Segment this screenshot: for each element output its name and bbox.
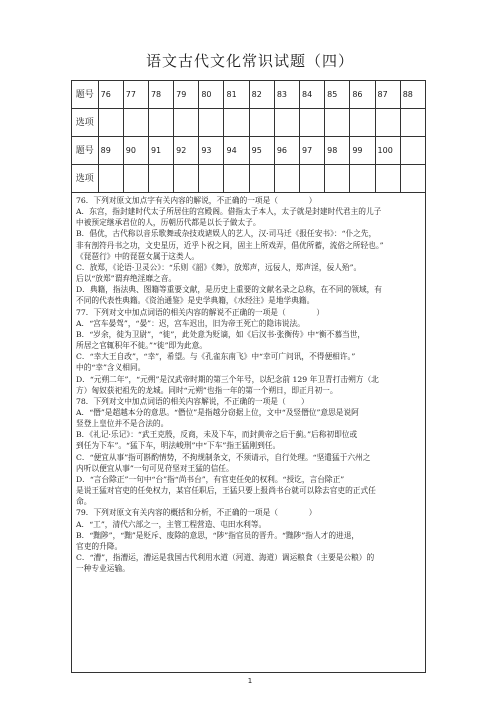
text-line: 后以“放郑”谓弃绝淫靡之音。: [76, 274, 177, 284]
answer-cell[interactable]: [199, 165, 224, 193]
text-line: A．“僭”是超越本分的意思。“僭位”是指越分窃据上位，文中“及竖僭位”意思是说阿: [76, 407, 359, 417]
table-cell: 79: [174, 81, 199, 109]
table-cell: 80: [199, 81, 224, 109]
text-line: 非有剖符丹书之功，文史星历，近乎卜祝之间，固主上所戏弄，倡优所蓄，流俗之所轻也。”: [76, 240, 384, 250]
answer-cell[interactable]: [400, 165, 425, 193]
table-cell: 100: [375, 137, 400, 165]
text-line: 所居之官辄积年不徙。”“徙”即为此意。: [76, 341, 207, 351]
table-cell: 95: [249, 137, 274, 165]
answer-cell[interactable]: [174, 109, 199, 137]
text-line: 是说王猛对官吏的任免权力，某官任职后，王猛只要上报尚书台就可以除去官吏的正式任: [76, 486, 376, 496]
text-line: 77．下列对文中加点词语的相关内容的解说不正确的一项是（ ）: [76, 307, 325, 317]
question-body: [71, 193, 426, 673]
table-row: [72, 81, 426, 109]
page-number: 1: [247, 677, 253, 685]
table-cell: 92: [174, 137, 199, 165]
text-line: 到任为下车”。“猛下车，明法峻刑”中“下车”指王猛刚到任。: [76, 441, 281, 451]
text-line: 内听以便宜从事”一句可见苻坚对王猛的信任。: [76, 463, 234, 473]
row-label-answer: 选项: [72, 165, 99, 193]
table-cell: 87: [375, 81, 400, 109]
table-cell: 82: [249, 81, 274, 109]
table-cell: 91: [148, 137, 173, 165]
table-cell: [400, 137, 425, 165]
answer-cell[interactable]: [350, 165, 375, 193]
table-cell: 89: [98, 137, 123, 165]
answer-cell[interactable]: [350, 109, 375, 137]
text-line: 79．下列对原文有关内容的概括和分析，不正确的一项是（ ）: [76, 508, 317, 518]
text-line: B．《礼记·乐记》：“武王克殷，反商，未及下车，而封黄帝之后于蓟。”后称初即位或: [76, 430, 358, 440]
text-line: 中被预定继承君位的人，历朝历代都是以长子做太子。: [76, 218, 261, 228]
table-cell: 96: [274, 137, 299, 165]
table-cell: 81: [224, 81, 249, 109]
answer-cell[interactable]: [300, 165, 325, 193]
answer-cell[interactable]: [325, 109, 350, 137]
text-line: 78．下列对文中加点词语的相关内容解说，不正确的一项是（ ）: [76, 396, 309, 406]
table-cell: 93: [199, 137, 224, 165]
table-row: [72, 165, 426, 193]
answer-cell[interactable]: [148, 165, 173, 193]
row-label-number: 题号: [72, 81, 99, 109]
text-line: D．“元朔二年”，“元朔”是汉武帝时期的第三个年号，以纪念前 129 年卫青打击朔方（北: [76, 374, 379, 384]
table-cell: 99: [350, 137, 375, 165]
table-row: [72, 137, 426, 165]
answer-cell[interactable]: [123, 165, 148, 193]
text-line: D．典籍，指法典、图籍等重要文献，是历史上重要的文献名录之总称，在不同的领域，有: [76, 285, 382, 295]
answer-cell[interactable]: [249, 109, 274, 137]
table-cell: 76: [98, 81, 123, 109]
answer-cell[interactable]: [375, 165, 400, 193]
text-line: 不同的代表性典籍。《资治通鉴》是史学典籍，《水经注》是地学典籍。: [76, 296, 315, 306]
text-line: 76．下列对原文加点字有关内容的解说，不正确的一项是（ ）: [76, 196, 317, 205]
answer-cell[interactable]: [274, 165, 299, 193]
table-cell: 85: [325, 81, 350, 109]
answer-cell[interactable]: [224, 109, 249, 137]
answer-cell[interactable]: [375, 109, 400, 137]
table-cell: 84: [300, 81, 325, 109]
answer-cell[interactable]: [98, 165, 123, 193]
table-cell: 88: [400, 81, 425, 109]
text-line: 方）匈奴获祀祖先的龙城。同时“元朔”也指一年的第一个朔日，即正月初一。: [76, 385, 338, 395]
text-line: C．“漕”，指漕运，漕运是我国古代利用水道（河道、海道）调运粮食（主要是公粮）的: [76, 553, 375, 562]
table-cell: 83: [274, 81, 299, 109]
text-line: 命。: [76, 497, 92, 507]
answer-cell[interactable]: [199, 109, 224, 137]
answer-cell[interactable]: [274, 109, 299, 137]
answer-cell[interactable]: [249, 165, 274, 193]
text-line: 《琵琶行》中的琵琶女属于这类人。: [76, 251, 200, 261]
text-line: D．“言台除正”一句中“台”指“尚书台”，有官吏任免的权利。“授讫，言台除正”: [76, 474, 345, 484]
table-cell: 77: [123, 81, 148, 109]
answer-cell[interactable]: [148, 109, 173, 137]
row-label-number: 题号: [72, 137, 99, 165]
table-cell: 86: [350, 81, 375, 109]
answer-cell[interactable]: [224, 165, 249, 193]
answer-cell[interactable]: [300, 109, 325, 137]
text-line: B．“岁余，徙为卫尉”，“徙”，此处意为贬谪，如《后汉书·张衡传》中“衡不慕当世，: [76, 329, 366, 339]
answer-cell[interactable]: [98, 109, 123, 137]
row-label-answer: 选项: [72, 109, 99, 137]
text-line: 一种专业运输。: [76, 564, 130, 574]
table-cell: 98: [325, 137, 350, 165]
table-cell: 97: [300, 137, 325, 165]
text-line: C．“便宜从事”指可斟酌情势，不拘规制条文，不须请示，自行处理。“坚遣猛于六州之: [76, 452, 371, 462]
answer-cell[interactable]: [123, 109, 148, 137]
text-line: 官吏的升降。: [76, 541, 123, 551]
answer-table: [71, 80, 426, 193]
page-title: 语文古代文化常识试题（四）: [145, 52, 354, 70]
text-line: 中的“幸”含义相同。: [76, 363, 146, 373]
text-line: A．“宫车晏驾”，“晏”：迟，宫车迟出，旧为帝王死亡的隐讳说法。: [76, 318, 305, 328]
text-line: A．东宫，指封建时代太子所居住的宫殿阁。借指太子本人，太子就是封建时代君主的儿子: [76, 207, 382, 217]
table-cell: 94: [224, 137, 249, 165]
text-line: C．“幸大王自改”，“幸”，希望。与《孔雀东南飞》中“幸可广问讯，不得便相许。”: [76, 352, 356, 362]
answer-cell[interactable]: [325, 165, 350, 193]
text-line: A．“工”，清代六部之一，主管工程营造、屯田水利等。: [76, 519, 267, 529]
table-cell: 90: [123, 137, 148, 165]
text-line: 竖登上皇位并不是合法的。: [76, 419, 169, 429]
text-line: C．放郑，《论语·卫灵公》：“乐则《韶》《舞》，放郑声，远佞人，郑声淫，佞人殆”。: [76, 262, 362, 272]
answer-cell[interactable]: [174, 165, 199, 193]
text-line: B．“黜陟”，“黜”是贬斥、废除的意思，“陟”指官员的晋升。“黜陟”指人才的进退，: [76, 530, 360, 540]
table-row: [72, 109, 426, 137]
answer-cell[interactable]: [400, 109, 425, 137]
text-line: B．倡优，古代称以音乐歌舞或杂技戏谑娱人的艺人，汉·司马迁《报任安书》：“仆之先，: [76, 229, 377, 239]
table-cell: 78: [148, 81, 173, 109]
